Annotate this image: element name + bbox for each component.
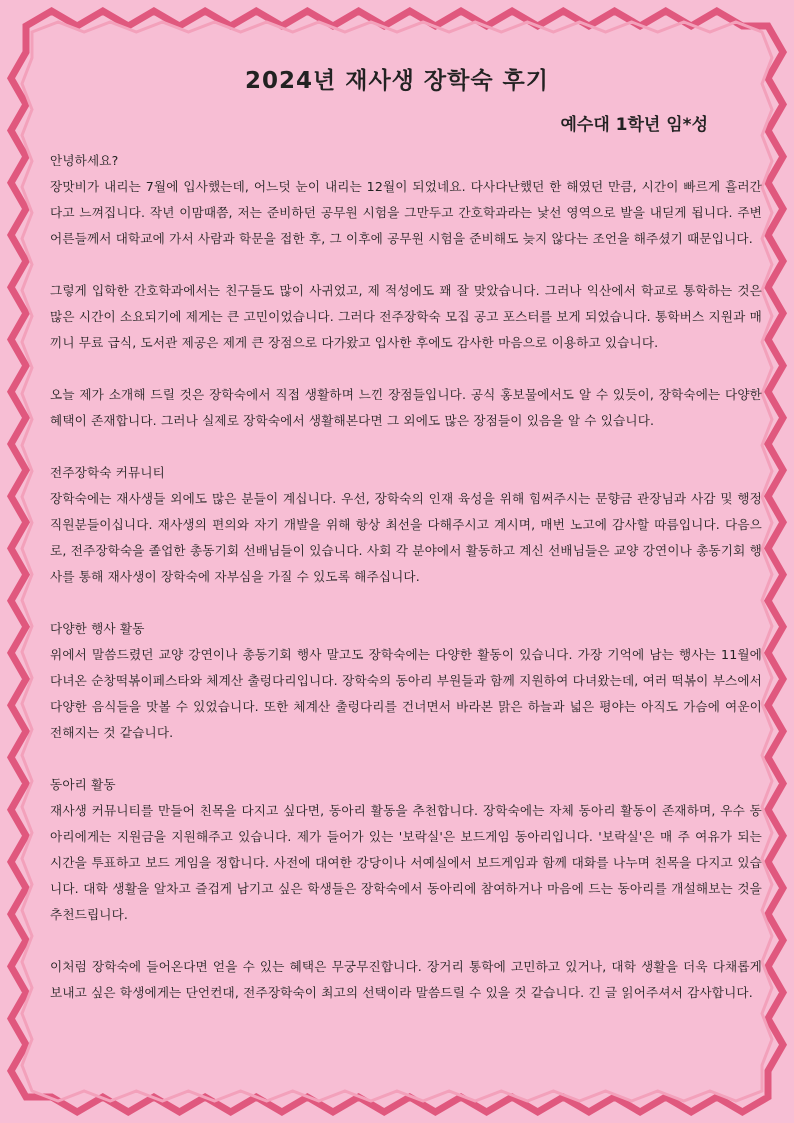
page-title: 2024년 재사생 장학숙 후기 xyxy=(245,68,549,94)
section-heading-clubs: 동아리 활동 xyxy=(50,777,116,792)
greeting-text: 안녕하세요? xyxy=(50,153,119,168)
section-body-events: 위에서 말씀드렸던 교양 강연이나 총동기회 행사 말고도 장학숙에는 다양한 활동이 있습니다. 가장 기억에 남는 행사는 11월에 다녀온 순창떡볶이페스타와 체계산 출렁다리입니다. 장학숙의 동아리 부원들과 함께 지원하여 다녀왔는데, 여러 떡볶이 부스에서 다양한 음식들을 맛볼 수 있었습니다. 또한 체계산 출렁다리를 건너면서 바라본 맑은 하늘과 넓은 평야는 아직도 가슴에 여운이 전해지는 것 같습니다. xyxy=(50,647,762,740)
closing-paragraph: 이처럼 장학숙에 들어온다면 얻을 수 있는 혜택은 무궁무진합니다. 장거리 통학에 고민하고 있거나, 대학 생활을 더욱 다채롭게 보내고 싶은 학생에게는 단언컨대, 전주장학숙이 최고의 선택이라 말씀드릴 수 있을 것 같습니다. 긴 글 읽어주셔서 감사합니다. xyxy=(50,959,762,1000)
essay-body xyxy=(50,148,762,1006)
author-line: 예수대 1학년 임*성 xyxy=(560,115,708,135)
section-body-clubs: 재사생 커뮤니티를 만들어 친목을 다지고 싶다면, 동아리 활동을 추천합니다. 장학숙에는 자체 동아리 활동이 존재하며, 우수 동아리에게는 지원금을 지원해주고 있습니다. 제가 들어가 있는 '보락실'은 보드게임 동아리입니다. '보락실'은 매 주 여유가 되는 시간을 투표하고 보드 게임을 정합니다. 사전에 대여한 강당이나 서예실에서 보드게임과 함께 대화를 나누며 친목을 다지고 있습니다. 대학 생활을 알차고 즐겁게 남기고 싶은 학생들은 장학숙에서 동아리에 참여하거나 마음에 드는 동아리를 개설해보는 것을 추천드립니다. xyxy=(50,803,762,922)
intro-paragraph: 오늘 제가 소개해 드릴 것은 장학숙에서 직접 생활하며 느낀 장점들입니다. 공식 홍보물에서도 알 수 있듯이, 장학숙에는 다양한 혜택이 존재합니다. 그러나 실제로 장학숙에서 생활해본다면 그 외에도 많은 장점들이 있음을 알 수 있습니다. xyxy=(50,387,762,428)
section-heading-events: 다양한 행사 활동 xyxy=(50,621,145,636)
intro-paragraph: 장맛비가 내리는 7월에 입사했는데, 어느덧 눈이 내리는 12월이 되었네요. 다사다난했던 한 해였던 만큼, 시간이 빠르게 흘러간다고 느껴집니다. 작년 이맘때쯤, 저는 준비하던 공무원 시험을 그만두고 간호학과라는 낯선 영역으로 발을 내딛게 됩니다. 주변 어른들께서 대학교에 가서 사람과 학문을 접한 후, 그 이후에 공무원 시험을 준비해도 늦지 않다는 조언을 해주셨기 때문입니다. xyxy=(50,179,762,246)
section-body-community: 장학숙에는 재사생들 외에도 많은 분들이 계십니다. 우선, 장학숙의 인재 육성을 위해 힘써주시는 문향금 관장님과 사감 및 행정 직원분들이십니다. 재사생의 편의와 자기 개발을 위해 항상 최선을 다해주시고 계시며, 매번 노고에 감사할 따름입니다. 다음으로, 전주장학숙을 졸업한 총동기회 선배님들이 있습니다. 사회 각 분야에서 활동하고 계신 선배님들은 교양 강연이나 총동기회 행사를 통해 재사생이 장학숙에 자부심을 가질 수 있도록 해주십니다. xyxy=(50,491,762,584)
intro-paragraph: 그렇게 입학한 간호학과에서는 친구들도 많이 사귀었고, 제 적성에도 꽤 잘 맞았습니다. 그러나 익산에서 학교로 통학하는 것은 많은 시간이 소요되기에 제게는 큰 고민이었습니다. 그러다 전주장학숙 모집 공고 포스터를 보게 되었습니다. 통학버스 지원과 매 끼니 무료 급식, 도서관 제공은 제게 큰 장점으로 다가왔고 입사한 후에도 감사한 마음으로 이용하고 있습니다. xyxy=(50,283,762,350)
section-heading-community: 전주장학숙 커뮤니티 xyxy=(50,465,165,480)
